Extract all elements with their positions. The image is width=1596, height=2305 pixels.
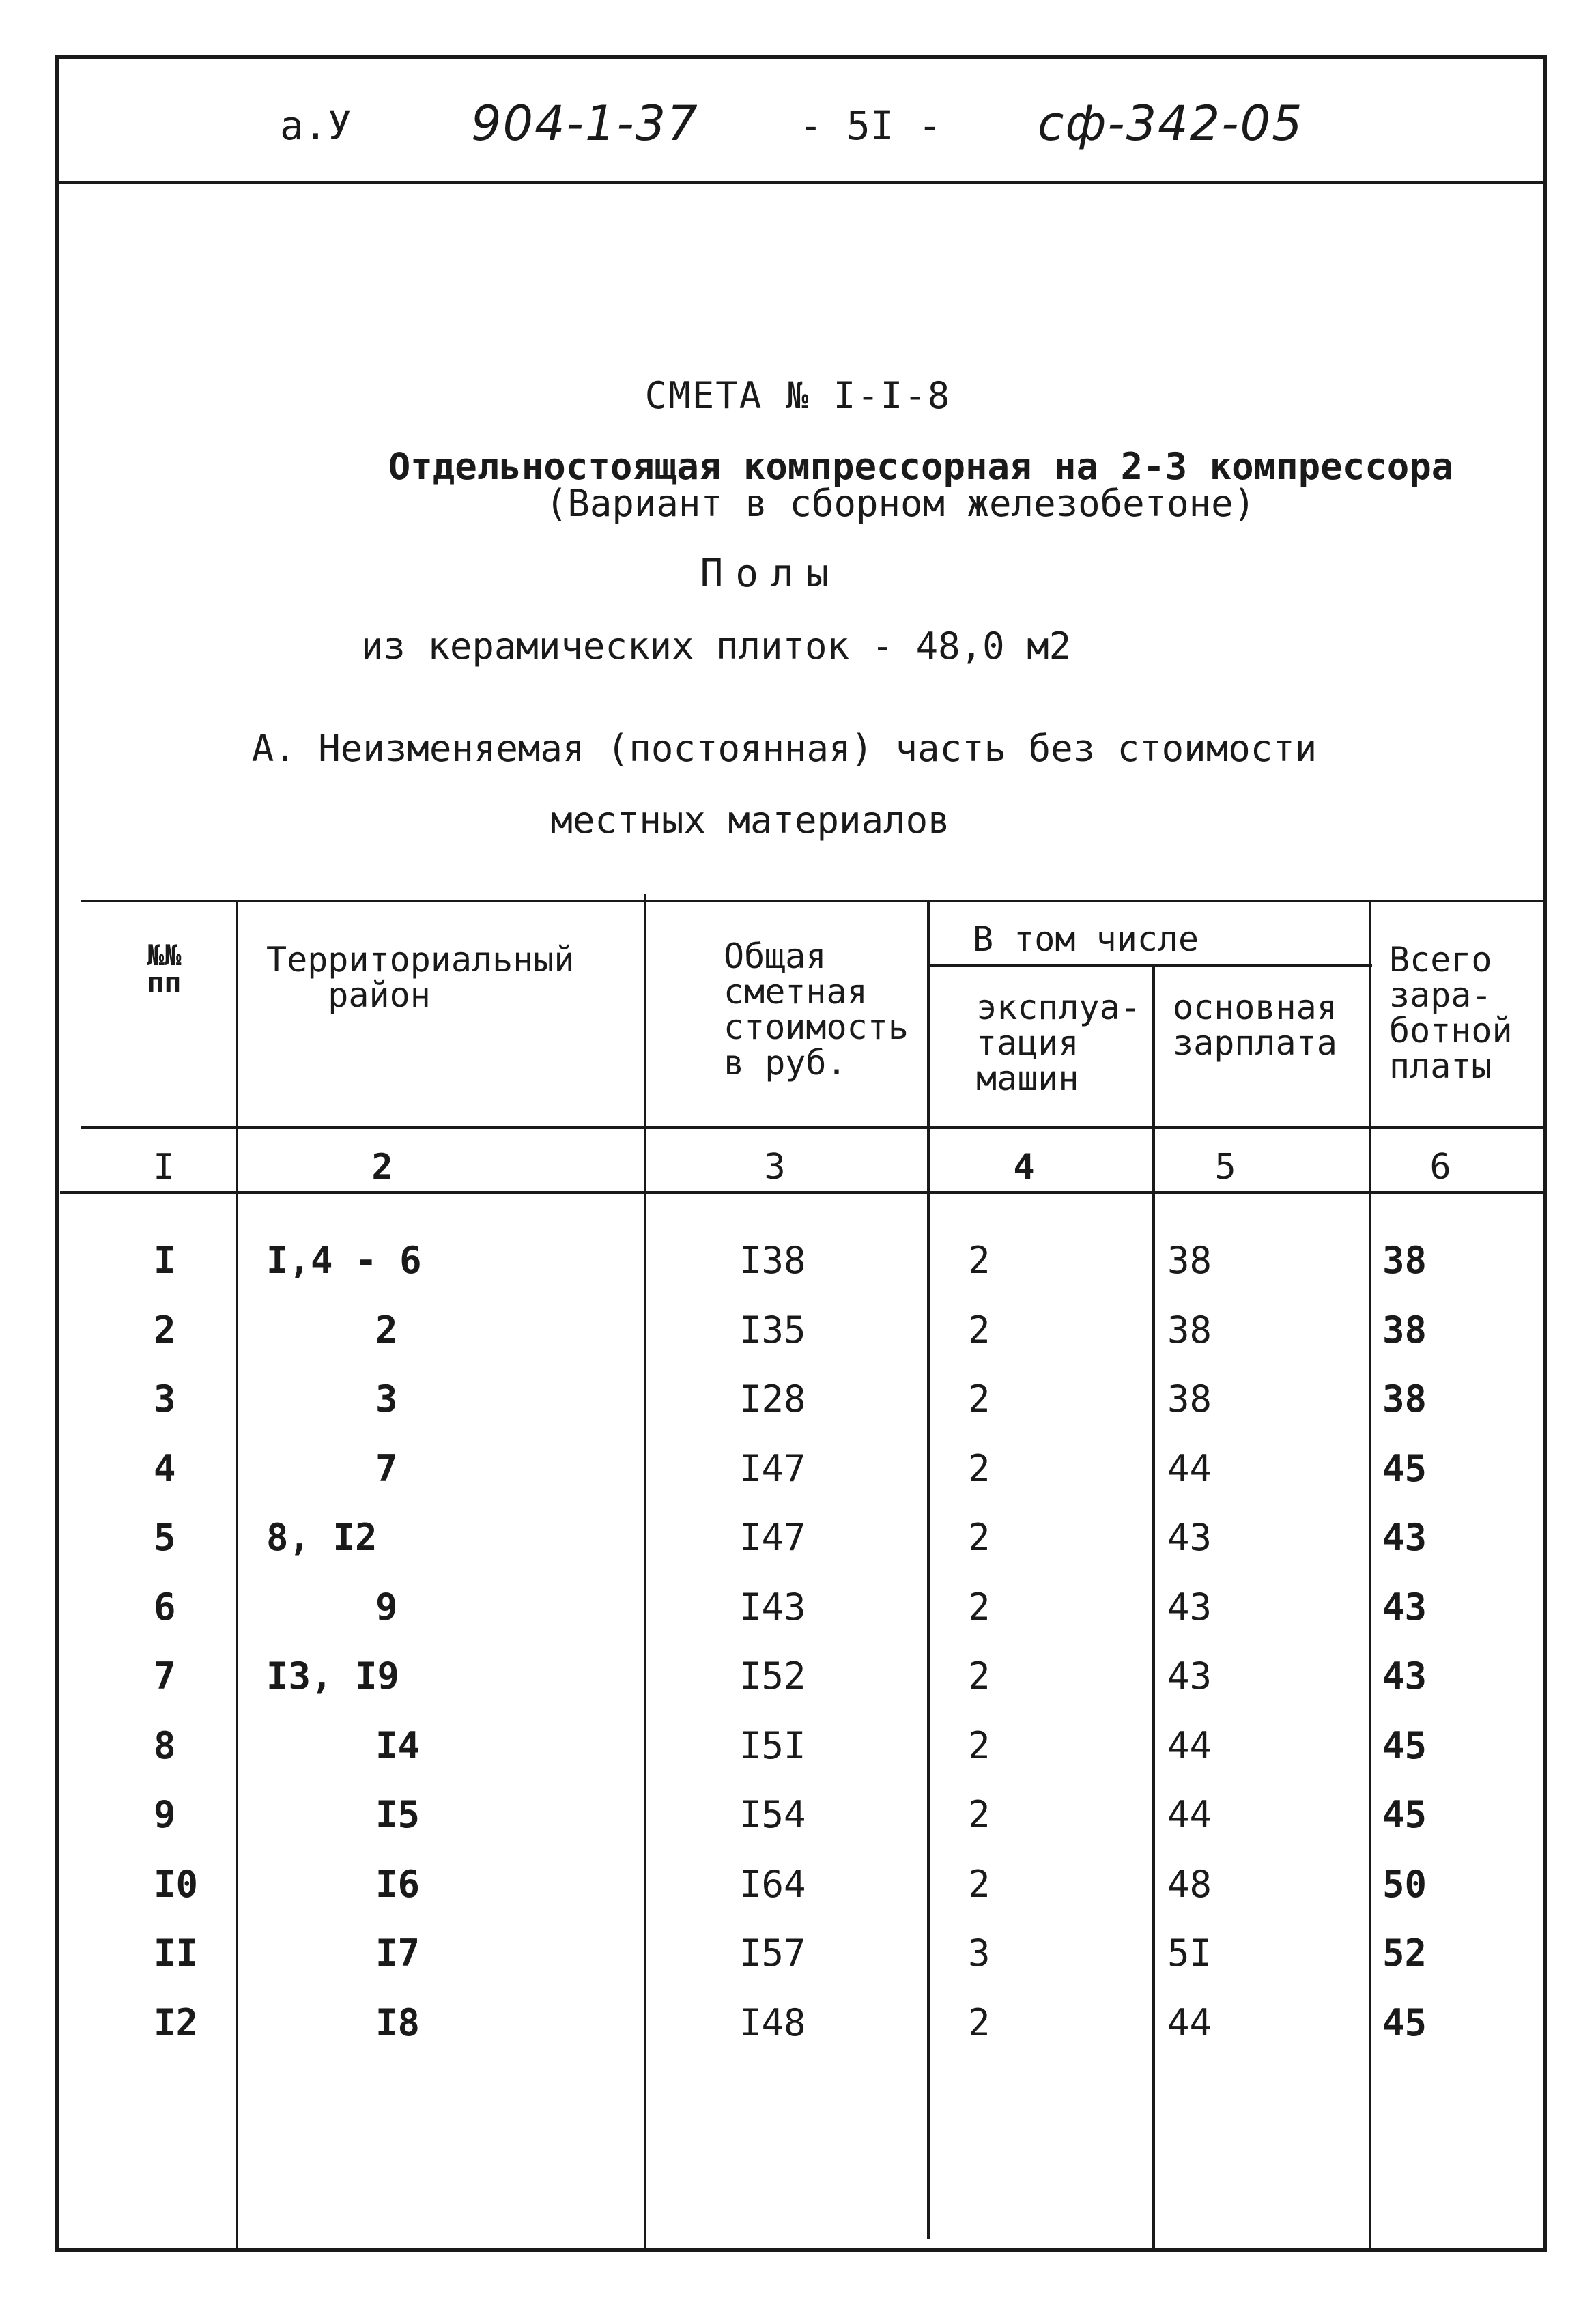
row-total-wages: 45 xyxy=(1382,1723,1427,1767)
row-base-salary: 5I xyxy=(1167,1932,1212,1975)
colnum-1: I xyxy=(153,1147,175,1188)
header-total-wages: Всего зара- ботной платы xyxy=(1389,940,1513,1086)
row-base-salary: 44 xyxy=(1167,1793,1212,1836)
row-total-wages: 50 xyxy=(1382,1862,1427,1906)
row-number: 7 xyxy=(154,1655,176,1698)
row-number: 4 xyxy=(154,1446,176,1490)
row-number: 6 xyxy=(154,1585,176,1629)
header-district: Территориальный район xyxy=(266,940,575,1015)
row-district: I8 xyxy=(375,2001,421,2044)
row-total-wages: 43 xyxy=(1382,1585,1427,1629)
row-machines: 2 xyxy=(968,1239,991,1282)
col-divider-5 xyxy=(1369,900,1371,2248)
row-district: I,4 - 6 xyxy=(266,1239,422,1282)
table-top-rule xyxy=(81,900,1547,902)
row-district: 8, I2 xyxy=(266,1516,377,1559)
row-machines: 3 xyxy=(968,1932,991,1975)
project-code: 904-1-37 xyxy=(471,96,699,152)
row-base-salary: 44 xyxy=(1167,1723,1212,1767)
row-total-cost: I35 xyxy=(739,1308,806,1351)
row-total-wages: 38 xyxy=(1382,1239,1427,1282)
row-machines: 2 xyxy=(968,1585,991,1629)
header-total-cost: Общая сметная стоимость в руб. xyxy=(724,936,909,1083)
row-number: I2 xyxy=(154,2001,199,2044)
row-district: I4 xyxy=(375,1723,421,1767)
estimate-title: СМЕТА № I-I-8 xyxy=(644,374,952,417)
row-machines: 2 xyxy=(968,1723,991,1767)
row-district: I3, I9 xyxy=(266,1655,400,1698)
row-district: I6 xyxy=(375,1862,421,1906)
section-title: Полы xyxy=(700,552,842,596)
row-total-cost: I47 xyxy=(739,1446,806,1490)
row-base-salary: 43 xyxy=(1167,1516,1212,1559)
row-number: 8 xyxy=(154,1723,176,1767)
row-base-salary: 38 xyxy=(1167,1308,1212,1351)
row-total-cost: I52 xyxy=(739,1655,806,1698)
object-variant: (Вариант в сборном железобетоне) xyxy=(545,482,1256,525)
row-machines: 2 xyxy=(968,1308,991,1351)
row-base-salary: 44 xyxy=(1167,1446,1212,1490)
row-machines: 2 xyxy=(968,1862,991,1906)
colnum-5: 5 xyxy=(1214,1147,1236,1188)
row-total-wages: 45 xyxy=(1382,2001,1427,2044)
row-total-wages: 38 xyxy=(1382,1308,1427,1351)
row-total-wages: 43 xyxy=(1382,1516,1427,1559)
row-machines: 2 xyxy=(968,2001,991,2044)
row-district: I7 xyxy=(375,1932,421,1975)
row-number: II xyxy=(154,1932,199,1975)
row-number: 3 xyxy=(154,1377,176,1420)
row-total-wages: 52 xyxy=(1382,1932,1427,1975)
header-including: В том числе xyxy=(973,919,1199,959)
page-number: - 5I - xyxy=(799,102,942,149)
colnum-4: 4 xyxy=(1013,1147,1035,1188)
part-subtitle: местных материалов xyxy=(550,799,950,842)
col-divider-3 xyxy=(927,900,930,2239)
row-district: 3 xyxy=(375,1377,398,1420)
row-total-cost: I5I xyxy=(739,1723,806,1767)
row-total-cost: I48 xyxy=(739,2001,806,2044)
colnum-2: 2 xyxy=(371,1147,393,1188)
row-total-cost: I47 xyxy=(739,1516,806,1559)
row-total-wages: 43 xyxy=(1382,1655,1427,1698)
col-divider-4 xyxy=(1152,964,1155,2248)
row-machines: 2 xyxy=(968,1446,991,1490)
row-total-cost: I28 xyxy=(739,1377,806,1420)
row-total-cost: I54 xyxy=(739,1793,806,1836)
row-total-cost: I38 xyxy=(739,1239,806,1282)
row-number: I0 xyxy=(154,1862,199,1906)
colnum-6: 6 xyxy=(1429,1147,1451,1188)
row-number: 9 xyxy=(154,1793,176,1836)
group-header-rule xyxy=(928,964,1372,967)
row-district: 7 xyxy=(375,1446,398,1490)
header-base-salary: основная зарплата xyxy=(1173,988,1337,1063)
part-title: А. Неизменяемая (постоянная) часть без стоимости xyxy=(251,727,1317,770)
row-machines: 2 xyxy=(968,1516,991,1559)
row-base-salary: 43 xyxy=(1167,1655,1212,1698)
row-base-salary: 38 xyxy=(1167,1377,1212,1420)
row-base-salary: 48 xyxy=(1167,1862,1212,1906)
section-detail: из керамических плиток - 48,0 м2 xyxy=(360,625,1072,668)
row-total-cost: I43 xyxy=(739,1585,806,1629)
row-number: 5 xyxy=(154,1516,176,1559)
col-divider-1 xyxy=(236,900,238,2248)
row-machines: 2 xyxy=(968,1793,991,1836)
row-total-cost: I64 xyxy=(739,1862,806,1906)
row-total-wages: 45 xyxy=(1382,1446,1427,1490)
row-total-wages: 38 xyxy=(1382,1377,1427,1420)
header-machines: эксплуа- тация машин xyxy=(976,988,1141,1098)
row-machines: 2 xyxy=(968,1377,991,1420)
row-number: 2 xyxy=(154,1308,176,1351)
column-numbers-rule xyxy=(60,1191,1547,1194)
row-machines: 2 xyxy=(968,1655,991,1698)
row-total-cost: I57 xyxy=(739,1932,806,1975)
row-base-salary: 44 xyxy=(1167,2001,1212,2044)
row-total-wages: 45 xyxy=(1382,1793,1427,1836)
col-divider-2 xyxy=(644,894,646,2248)
row-base-salary: 38 xyxy=(1167,1239,1212,1282)
row-base-salary: 43 xyxy=(1167,1585,1212,1629)
row-district: I5 xyxy=(375,1793,421,1836)
sheet-code: сф-342-05 xyxy=(1038,96,1304,152)
colnum-3: 3 xyxy=(764,1147,786,1188)
row-district: 9 xyxy=(375,1585,398,1629)
header-row-number: №№ пп xyxy=(147,939,182,999)
row-number: I xyxy=(154,1239,176,1282)
series-label: а.У xyxy=(280,102,352,149)
row-district: 2 xyxy=(375,1308,398,1351)
header-bottom-rule xyxy=(81,1126,1547,1129)
object-name: Отдельностоящая компрессорная на 2-3 компрессора xyxy=(388,445,1454,488)
